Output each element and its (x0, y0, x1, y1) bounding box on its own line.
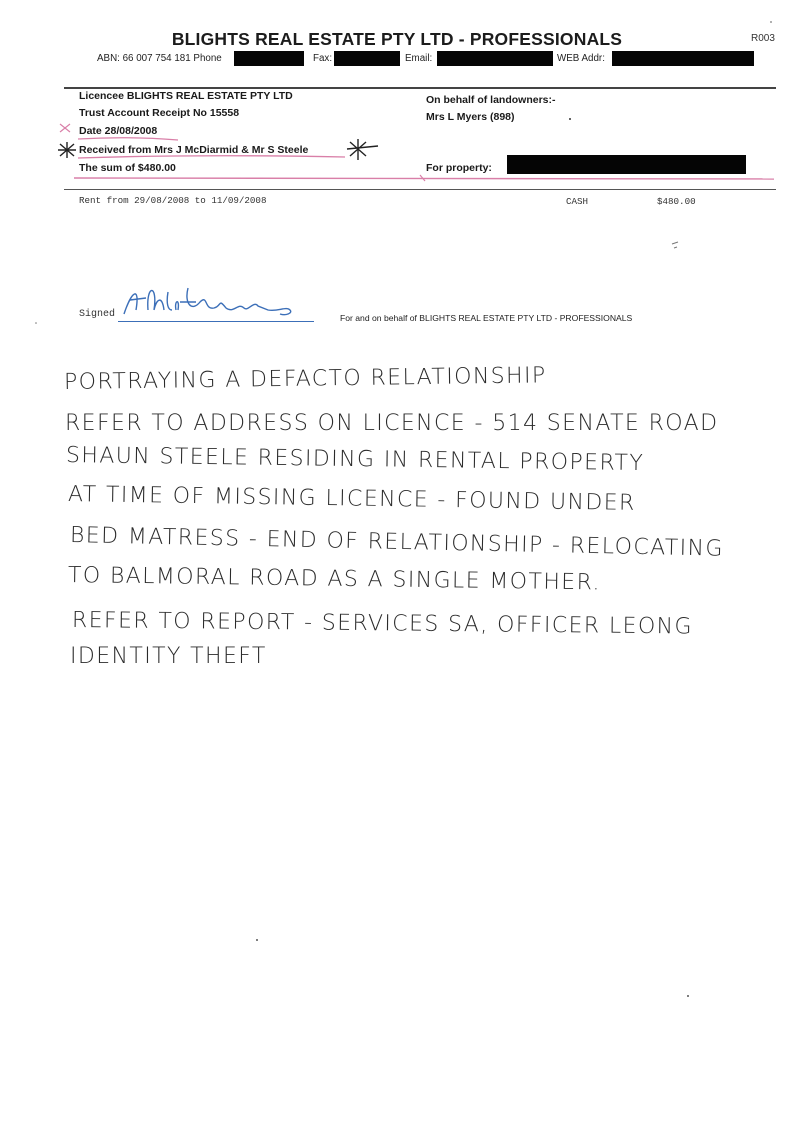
note-line-4: AT TIME OF MISSING LICENCE - FOUND UNDER (67, 482, 636, 516)
licencee-line: Licencee BLIGHTS REAL ESTATE PTY LTD (79, 90, 293, 102)
company-title: BLIGHTS REAL ESTATE PTY LTD - PROFESSIONALS (171, 29, 623, 49)
note-line-7: REFER TO REPORT - SERVICES SA, OFFICER LEONG (71, 608, 694, 640)
on-behalf-label: On behalf of landowners:- (426, 94, 556, 106)
note-line-8: IDENTITY THEFT (70, 644, 267, 669)
note-line-5: BED MATRESS - END OF RELATIONSHIP - RELOCATING (69, 523, 725, 562)
rent-description: Rent from 29/08/2008 to 11/09/2008 (79, 195, 267, 206)
note-line-2: REFER TO ADDRESS ON LICENCE - 514 SENATE ROAD (65, 411, 719, 436)
landowner-name: Mrs L Myers (898) (426, 111, 515, 123)
for-property-label: For property: (426, 162, 492, 174)
note-line-1: PORTRAYING A DEFACTO RELATIONSHIP (63, 363, 547, 395)
trust-receipt-line: Trust Account Receipt No 15558 (79, 107, 240, 119)
payment-amount: $480.00 (657, 196, 696, 207)
payment-method: CASH (566, 196, 589, 207)
abn-phone-label: ABN: 66 007 754 181 Phone (97, 53, 222, 64)
fax-label: Fax: (313, 53, 333, 64)
email-label: Email: (405, 53, 433, 64)
note-line-6: TO BALMORAL ROAD AS A SINGLE MOTHER. (67, 563, 602, 596)
signed-label: Signed (79, 309, 116, 320)
web-label: WEB Addr: (557, 53, 605, 64)
sum-line: The sum of $480.00 (79, 162, 176, 174)
on-behalf-note: For and on behalf of BLIGHTS REAL ESTATE PTY LTD - PROFESSIONALS (340, 313, 633, 323)
note-line-3: SHAUN STEELE RESIDING IN RENTAL PROPERTY (65, 443, 645, 477)
form-code: R003 (751, 33, 775, 44)
received-from-line: Received from Mrs J McDiarmid & Mr S Steele (79, 144, 309, 156)
receipt-date: Date 28/08/2008 (79, 125, 158, 137)
